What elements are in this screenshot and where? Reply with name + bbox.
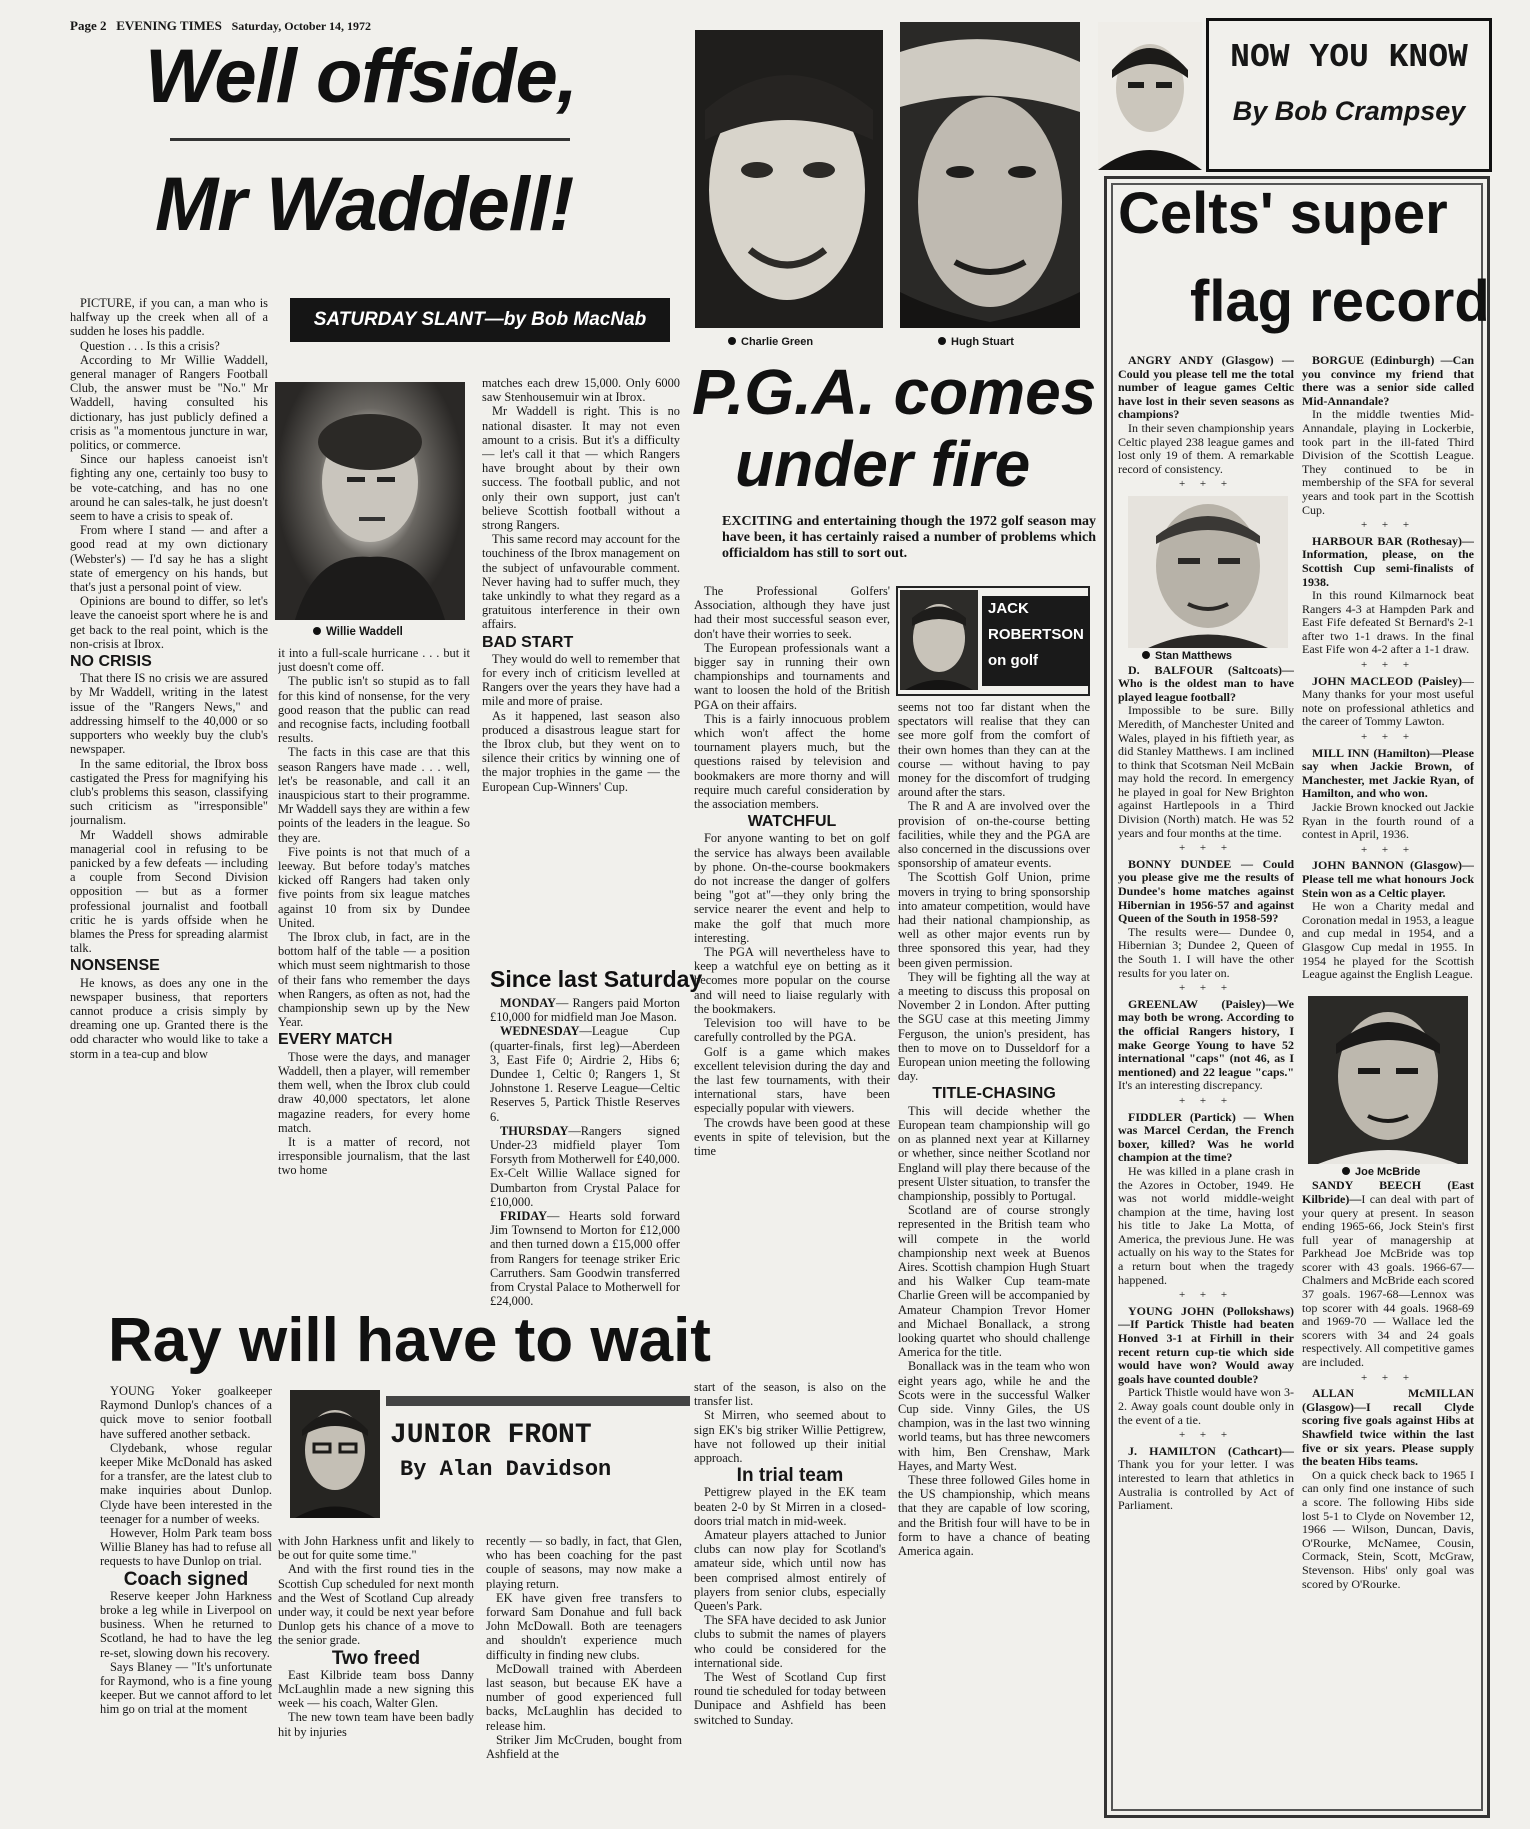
now-you-know-title: NOW YOU KNOW [1230,39,1468,76]
answer: Impossible to be sure. Billy Meredith, of Manchester United and Wales, played in his fiftieth year, as did Stanley Matthews. I am inclined to think that Scotsman Neil McBain may hold the record. In emergency he played in goal for New Brighton against Hartlepools in a Third Division (North) match. He was 52 years and four months at the time. [1118,703,1294,840]
caption-text: Willie Waddell [326,626,403,638]
caption-hugh-stuart [938,336,1014,348]
stars-divider: + + + [1360,1371,1416,1384]
paragraph: For anyone wanting to bet on golf the service has always been available by phone. On-the-course bookmakers do not increase the danger of golfers being "got at"—they only bring the service nearer the event and help to make the golf that much more interesting. [694,831,890,945]
hugh-stuart-photo [900,22,1080,328]
subhead-coach-signed: Coach signed [123,1568,249,1590]
paragraph: It is a matter of record, not irresponsible journalism, that the last two home [278,1134,470,1178]
paragraph: Says Blaney — "It's unfortunate for Raymond, who is a fine young keeper. But we cannot afford to let him go on trial at the moment [100,1659,272,1717]
answer-inline: — Many thanks for your most useful note on professional athletics and the career of Tommy Lawton. [1302,673,1474,729]
since-saturday-title: Since last Saturday [490,966,703,992]
day-label: WEDNESDAY [500,1024,580,1039]
paragraph: The R and A are involved over the provision of on-the-course betting facilities, while they and the PGA are also concerned in the discussions over sponsorship of amateur events. [898,799,1090,871]
pga-lead: EXCITING and entertaining though the 1972 golf season may have been, it has certainly raised a number of problems which officialdom has still to sort out. [722,514,1096,561]
question-entry [1302,747,1474,801]
paragraph: They would do well to remember that for every inch of criticism levelled at Rangers over the years they have had a mile and more of praise. [482,651,680,709]
paragraph: The SFA have decided to ask Junior clubs to submit the names of players who could be considered for the international side. [694,1613,886,1670]
paragraph: In the same editorial, the Ibrox boss castigated the Press for magnifying his club's problems this season, classifying such criticism as "irresponsible" journalism. [70,756,268,828]
question-entry [1302,675,1474,729]
paragraph: That there IS no crisis we are assured by Mr Waddell, writing in the latest issue of the "Rangers News," and addressing himself to the 40,000 or so supporters who weekly buy the club's newspaper. [70,671,268,757]
jack-robertson-name [982,596,1090,686]
question: SANDY BEECH (East Kilbride)— [1302,1178,1474,1206]
byline-line2: ROBERTSON [988,626,1084,643]
question-entry [1118,1305,1294,1387]
caption-bullet-icon [938,337,946,345]
caption-charlie-green [728,336,813,348]
caption-text: Charlie Green [741,336,814,348]
willie-waddell-photo [275,382,465,620]
caption-text: Stan Matthews [1155,649,1233,662]
paragraph: East Kilbride team boss Danny McLaughlin made a new signing this week — his coach, Walter Glen. [278,1667,474,1711]
slant-column-title-text: SATURDAY SLANT—by Bob MacNab [313,309,647,330]
jack-robertson-photo [900,590,978,690]
portrait-silhouette-icon [900,590,978,690]
stars-divider: + + + [1178,982,1234,995]
paragraph: As it happened, last season also produced a disastrous league start for the Ibrox club, but they went on to silence their critics by winning one of the major trophies in the game — the European Cup-Winners' Cup. [482,708,680,794]
subhead-bad-start: BAD START [482,633,574,651]
paragraph: start of the season, is also on the transfer list. [694,1380,886,1409]
caption-bullet-icon [1142,651,1150,659]
stars-divider: + + + [1178,478,1234,491]
entry-text: — Hearts sold forward Jim Townsend to Morton for £12,000 and then turned down a £15,000 offer from Rangers for teenage striker Eric Carruthers. Sam Goodwin transferred from Crystal Palace to Motherwell for £24,000. [490,1209,680,1309]
question: BONNY DUNDEE — Could you please give me the results of Dundee's home matches against Hibernian in 1956-57 and against Queen of the South in 1958-59? [1118,856,1294,926]
stars-divider: + + + [1178,842,1234,855]
day-label: MONDAY [500,996,556,1010]
question-entry [1118,998,1294,1093]
paragraph: Five points is not that much of a leeway. But before today's matches kicked off Rangers had taken only five points from six league matches against 10 from six by Dundee United. [278,844,470,930]
entry-text: — Rangers paid Morton £10,000 for midfield man Joe Mason. [490,996,680,1025]
now-you-know-box [1206,18,1492,172]
question: JOHN BANNON (Glasgow)—Please tell me what honours Jock Stein won as a Celtic player. [1302,858,1474,900]
paragraph: YOUNG Yoker goalkeeper Raymond Dunlop's chances of a quick move to senior football have suffered another setback. [100,1384,272,1441]
paragraph: The Ibrox club, in fact, are in the bottom half of the table — a position which must seem nightmarish to those of their fans who remember the days when Rangers, as often as not, had the championship sewn up by the New Year. [278,930,470,1030]
answer: On a quick check back to 1965 I can only find one instance of such a score. The following Hibs side lost 5-1 to Clyde on November 12, 1966 — Wilson, Duncan, Davis, O'Rourke, McNamee, Cousin, Cormack, Stein, Scott, McGraw, Stevenson. Hibs' only goal was scored by O'Rourke. [1302,1467,1474,1591]
bob-crampsey-photo [1098,22,1202,170]
question-entry [1302,354,1474,408]
paragraph: it into a full-scale hurricane . . . but it just doesn't come off. [278,646,470,675]
paragraph: However, Holm Park team boss Willie Blaney has had to refuse all requests to have Dunlop on trial. [100,1526,272,1569]
question-entry [1118,354,1294,422]
question-entry [1302,1387,1474,1469]
paragraph: The Professional Golfers' Association, although they have just had their most successful season ever, don't have their worries to seek. [694,584,890,641]
paragraph: Question . . . Is this a crisis? [80,338,220,353]
answer: In this round Kilmarnock beat Rangers 4-3 at Hampden Park and East Fife defeated St Bernard's 2-1 after two 1-1 draws. In the final East Fife won 4-2 after a 1-1 draw. [1302,588,1474,657]
slant-headline-line1: Well offside, [145,34,577,119]
caption-joe-mcbride [1342,1166,1474,1180]
paragraph: Those were the days, and manager Waddell, then a player, will remember them well, when the Ibrox club could draw 40,000 spectators, let alone magazine readers, for every home match. [278,1049,470,1135]
junior-col-b [278,1534,474,1826]
nyk-col-b [1302,354,1474,1802]
paragraph: The European professionals want a bigger say in running their own championships and tournaments and want to loosen the hold of the British PGA on their affairs. [694,640,890,712]
junior-col-d [694,1380,886,1826]
paragraph: According to Mr Willie Waddell, general manager of Rangers Football Club, the answer must be "No." Mr Waddell, having consulted his dictionary, has just publicly defined a crisis as "a momentous juncture in war, politics, or commerce. [70,352,268,453]
stars-divider: + + + [1360,659,1416,672]
since-entry-wednesday [490,1024,680,1123]
portrait-silhouette-icon [275,382,465,620]
paragraph: matches each drew 15,000. Only 6000 saw Stenhousemuir win at Ibrox. [482,376,680,405]
question: ANGRY ANDY (Glasgow) — Could you please tell me the total number of league games Celtic have lost in their seven seasons as champions? [1118,354,1294,422]
junior-headline: Ray will have to wait [108,1306,711,1375]
question: YOUNG JOHN (Pollokshaws)—If Partick Thistle had beaten Honved 3-1 at Firhill in their recent return cup-tie which side would have won? Would away goals have counted double? [1118,1303,1294,1386]
answer: In the middle twenties Mid-Annandale, playing in Lockerbie, took part in the ill-fated Third Division of the Scottish League. They continued to be in membership of the SFA for several years and took part in the Scottish Cup. [1302,407,1474,517]
paragraph: Scotland are of course strongly represented in the British team who will compete in the world championship next week at Buenos Aires. Scottish champion Hugh Stuart and his Walker Cup team-mate Charlie Green will be accompanied by Amateur Champion Trevor Homer and Michael Bonallack, a strong looking quartet who should challenge America for the title. [898,1203,1090,1360]
question: ALLAN McMILLAN (Glasgow)—I recall Clyde scoring five goals against Hibs at Shawfield twice within the last five or six years. Please supply the beaten Hibs teams. [1302,1386,1474,1469]
since-entry-monday [490,996,680,1024]
page-number: Page 2 [70,18,107,33]
answer-inline: It's an interesting discrepancy. [1118,1078,1263,1093]
issue-date: Saturday, October 14, 1972 [231,19,372,33]
paper-name: EVENING TIMES [116,18,222,33]
portrait-silhouette-icon [1308,996,1468,1164]
subhead-title-chasing: TITLE-CHASING [932,1085,1056,1103]
answer: Partick Thistle would have won 3-2. Away goals count double only in the event of a tie. [1118,1385,1294,1427]
subhead-two-freed: Two freed [331,1647,421,1669]
paragraph: EK have given free transfers to forward Sam Donahue and full back John McDowall. Both are teenagers and shouldn't experience much difficulty in finding new clubs. [486,1590,682,1662]
junior-front-title-box [386,1396,690,1514]
subhead-watchful: WATCHFUL [747,813,837,831]
caption-stan-matthews [1142,650,1294,664]
paragraph: Mr Waddell shows admirable managerial cool in refusing to be panicked by a few defeats — including a couple from Second Division opposition — but as a former professional journalist and football critic he is yards offside when he blames the Press for spreading alarmist talk. [70,827,268,956]
slant-column-title [290,298,670,342]
portrait-silhouette-icon [1128,496,1288,648]
joe-mcbride-photo [1308,996,1468,1164]
charlie-green-photo [695,30,883,328]
pga-col-b [898,700,1090,1680]
stan-matthews-photo [1128,496,1288,648]
subhead-no-crisis: NO CRISIS [70,653,152,671]
since-entry-friday [490,1209,680,1308]
paragraph: The public isn't so stupid as to fall for this kind of nonsense, for the very good reason that the public can read and recognise facts, including football results. [278,674,470,746]
answer-inline: Thank you for your letter. I was interested to learn that athletics in Australia is controlled by Act of Parliament. [1118,1457,1294,1513]
entry-text: —League Cup (quarter-finals, first leg)—Aberdeen 3, East Fife 0; Airdrie 2, Hibs 6; Dundee 1, Celtic 0; Rangers 1, St Johnstone 1. Reserve League—Celtic Reserves 5, Partick Thistle Reserves 6. [490,1024,680,1124]
caption-bullet-icon [1342,1167,1350,1175]
paragraph: This same record may account for the touchiness of the Ibrox management on the subject of unfavourable comment. Never having had to suffer much, they take unkindly to what they regard as a gratuitous interference in their own affairs. [482,532,680,632]
byline-line3: on golf [988,652,1038,669]
paragraph: These three followed Giles home in the US championship, which means that they are capable of low scoring, and the British four will have to be in form to have a chance of beating America again. [898,1472,1090,1558]
question: D. BALFOUR (Saltcoats)—Who is the oldest man to have played league football? [1118,662,1294,704]
question: GREENLAW (Paisley)—We may both be wrong. According to the official Rangers history, I make George Young to have 52 international "caps" (not 46, as I mentioned) and 22 league "caps." [1118,996,1294,1079]
caption-text: Joe McBride [1355,1165,1421,1178]
paragraph: Striker Jim McCruden, bought from Ashfield at the [486,1732,682,1762]
pga-headline-line1: P.G.A. comes [692,356,1097,428]
question: MILL INN (Hamilton)—Please say when Jackie Brown, of Manchester, met Jackie Ryan, of Hamilton, and who won. [1302,745,1474,801]
pga-headline-line2: under fire [735,428,1031,500]
celts-headline-line1: Celts' super [1118,181,1448,246]
question: BORGUE (Edinburgh) —Can you convince my friend that there was a senior side called Mid-Annandale? [1302,354,1474,408]
answer: The results were— Dundee 0, Hibernian 3; Dundee 2, Queen of the South 1. I will have the other results for you later on. [1118,924,1294,980]
slant-headline-line2: Mr Waddell! [155,162,574,247]
paragraph: Reserve keeper John Harkness broke a leg while in Liverpool on business. When he returned to Scotland, he had to have the leg re-set, slowing down his recovery. [100,1588,272,1660]
answer-inline: I can deal with part of your query at present. In season ending 1965-66, Jock Stein's first full year of managership at Parkhead Joe McBride was top scorer with 43 goals. 1966-67—Chalmers and McBride each scored 37 goals. 1967-68—Lennox was top scorer with 44 goals. 1968-69 and 1969-70 — Wallace led the scorers with 34 and 24 goals respectively. All competitive games are included. [1302,1191,1474,1370]
paragraph: This will decide whether the European team championship will go on as planned next year at Killarney or whether, since neither Scotland nor England will play there because of the present Ulster situation, to transfer the championship, possibly to Portugal. [898,1103,1090,1203]
paragraph: Pettigrew played in the EK team beaten 2-0 by St Mirren in a closed-doors trial match in mid-week. [694,1485,886,1528]
paragraph: The new town team have been badly hit by injuries [278,1710,474,1739]
stars-divider: + + + [1360,519,1416,532]
paragraph: And with the first round ties in the Scottish Cup scheduled for next month and the West of Scotland Cup already under way, it could be next year before Dunlop gets his chance of a move to the senior grade. [278,1562,474,1648]
question: FIDDLER (Partick) — When was Marcel Cerdan, the French boxer, killed? Was he world champion at the time? [1118,1109,1294,1165]
day-label: THURSDAY [500,1123,569,1138]
paragraph: seems not too far distant when the spectators will realise that they can see more golf from the comfort of their own homes than they can at the course — without having to pay money for the discomfort of trudging around after the stars. [898,700,1090,800]
question: J. HAMILTON (Cathcart)— [1128,1443,1294,1458]
paragraph: Clydebank, whose regular keeper Mike McDonald has asked for a transfer, are the latest club to make inquiries about Dunlop. Clyde have been interested in the teenager for a number of weeks. [100,1440,272,1526]
paragraph: recently — so badly, in fact, that Glen, who has been coaching for the past couple of seasons, may now make a playing return. [486,1534,682,1591]
answer: Jackie Brown knocked out Jackie Ryan in the fourth round of a contest in April, 1936. [1302,800,1474,842]
portrait-silhouette-icon [1098,22,1202,170]
question: HARBOUR BAR (Rothesay)—Information, please, on the Scottish Cup semi-finalists of 1938. [1302,533,1474,589]
slant-col3 [482,376,680,896]
portrait-silhouette-icon [695,30,883,328]
answer: In their seven championship years Celtic played 238 league games and lost only 19 of them. A remarkable record of consistency. [1118,420,1294,476]
paragraph: Bonallack was in the team who won eight years ago, while he and the Scots were in the successful Walker Cup side. Vinny Giles, the US champion, was in the last two winning world teams, but has three newcomers with him, Ben Crenshaw, Mark Hayes, and Marty West. [898,1359,1090,1473]
caption-willie-waddell [313,626,403,638]
day-label: FRIDAY [500,1209,548,1224]
stars-divider: + + + [1178,1289,1234,1302]
paragraph: St Mirren, who seemed about to sign EK's big striker Willie Pettigrew, have not followed up their initial approach. [694,1408,886,1466]
paragraph: The PGA will nevertheless have to keep a watchful eye on betting as it becomes more popular on the course and will need to liaise regularly with the bookmakers. [694,945,890,1016]
caption-text: Hugh Stuart [951,336,1014,348]
since-saturday-list [490,996,680,1326]
paragraph: The West of Scotland Cup first round tie scheduled for today between Dunipace and Ashfield has been switched to Sunday. [694,1670,886,1727]
slant-col2 [278,646,470,1326]
paragraph: with John Harkness unfit and likely to be out for quite some time." [278,1534,474,1563]
question-entry [1118,1111,1294,1165]
byline-line1: JACK [988,600,1029,617]
stars-divider: + + + [1178,1094,1234,1107]
paragraph: Golf is a game which makes excellent television during the day and the last few tournaments, with their international stars, have been especially popular with viewers. [694,1044,890,1116]
answer: He was killed in a plane crash in the Azores in October, 1949. He was not world middle-weight champion at the time, having lost his title to Jake La Motta, of America, the previous June. He was actually on his way to the States for a return bout when the tragedy happened. [1118,1163,1294,1287]
paragraph: Amateur players attached to Junior clubs can now play for Scotland's amateur side, which until now has been comprised almost entirely of players from senior clubs, especially Queen's Park. [694,1528,886,1614]
question-entry [1302,1179,1474,1369]
paragraph: Since our hapless canoeist isn't fighting any one, certainly too busy to be vote-catching, and has no one around he can sales-talk, he just doesn't seem to have a crisis to speak of. [70,452,268,524]
headline-rule [170,138,570,141]
paragraph: The Scottish Golf Union, prime movers in trying to bring sponsorship into amateur competition, would have had their national championship, as well as other major events run by three sponsored this year, had they been given permission. [898,870,1090,970]
slant-col1 [70,296,268,1321]
paragraph: McDowall trained with Aberdeen last season, but because EK have a number of good experienced full backs, McLaughlin has decided to release him. [486,1661,682,1733]
paragraph: This is a fairly innocuous problem which won't affect the home tournament players much, but the questions raised by television and bookmakers are more thorny and will require much careful consideration by the association members. [694,711,890,812]
junior-front-title: JUNIOR FRONT [390,1420,592,1451]
caption-bullet-icon [313,627,321,635]
question-entry [1118,858,1294,926]
portrait-silhouette-icon [900,22,1080,328]
question: JOHN MACLEOD (Paisley) [1312,673,1462,688]
question-entry [1118,664,1294,705]
pga-col-a [694,584,890,1314]
junior-col-a [100,1384,272,1824]
answer: He won a Charity medal and Coronation medal in 1953, a league and cup medal in 1954, and a Glasgow Cup medal in 1955. In 1954 he played for the Scottish League against the English League. [1302,899,1474,982]
question-entry [1302,535,1474,589]
now-you-know-byline: By Bob Crampsey [1232,96,1466,126]
paragraph: From where I stand — and after a good read at my own dictionary (Webster's) — I'd say he has a slight state of emergency on his hands, but that's just a personal point of view. [70,523,268,595]
entry-text: —Rangers signed Under-23 midfield player Tom Forsyth from Motherwell for £40,000. Ex-Celt Willie Wallace signed for Dumbarton from Crystal Palace for £10,000. [490,1123,680,1209]
paragraph: PICTURE, if you can, a man who is halfway up the creek when all of a sudden he loses his paddle. [70,296,268,339]
since-entry-thursday [490,1124,680,1209]
junior-col-c [486,1534,682,1826]
alan-davidson-photo [290,1390,380,1518]
paragraph: The facts in this case are that this season Rangers have made . . . well, let's be reasonable, and call it an inauspicious start to their programme. Mr Waddell says they are within a few points of the leaders in the league. So they are. [278,745,470,845]
stars-divider: + + + [1360,843,1416,856]
paragraph: They will be fighting all the way at a meeting to discuss this proposal on November 2 in London. After putting the SGU case at this meeting Jimmy Ferguson, the union's president, has then to move on to Dusseldorf for a European union meeting the following day. [898,969,1090,1084]
junior-front-byline: By Alan Davidson [400,1457,612,1482]
nyk-col-a [1118,354,1294,1802]
stars-divider: + + + [1178,1429,1234,1442]
paragraph: The crowds have been good at these events in spite of television, but the time [694,1115,890,1158]
question-entry [1302,859,1474,900]
celts-headline-line2: flag record [1190,269,1490,334]
subhead-nonsense: NONSENSE [70,957,160,975]
question-entry [1118,1445,1294,1513]
jack-robertson-byline-box [896,586,1090,696]
subhead-every-match: EVERY MATCH [278,1031,393,1049]
paragraph: He knows, as does any one in the newspaper business, that reporters cannot produce a crisis simply by dreaming one up. Granted there is the odd character who would like to take a storm in a tea-cup and blow [70,975,268,1061]
paragraph: Opinions are bound to differ, so let's leave the canoeist sport where he is and get back to the real point, which is the non-crisis at Ibrox. [70,594,268,651]
subhead-in-trial-team: In trial team [736,1465,844,1487]
paragraph: Mr Waddell is right. This is no national disaster. It may not even amount to a crisis. But it's a difficulty — let's call it that — which Rangers have brought about by their own success. The football public, and not only their own support, just can't believe Scottish football without a strong Rangers. [482,404,680,533]
stars-divider: + + + [1360,731,1416,744]
portrait-silhouette-icon [290,1390,380,1518]
paragraph: Television too will have to be carefully controlled by the PGA. [694,1016,890,1045]
caption-bullet-icon [728,337,736,345]
